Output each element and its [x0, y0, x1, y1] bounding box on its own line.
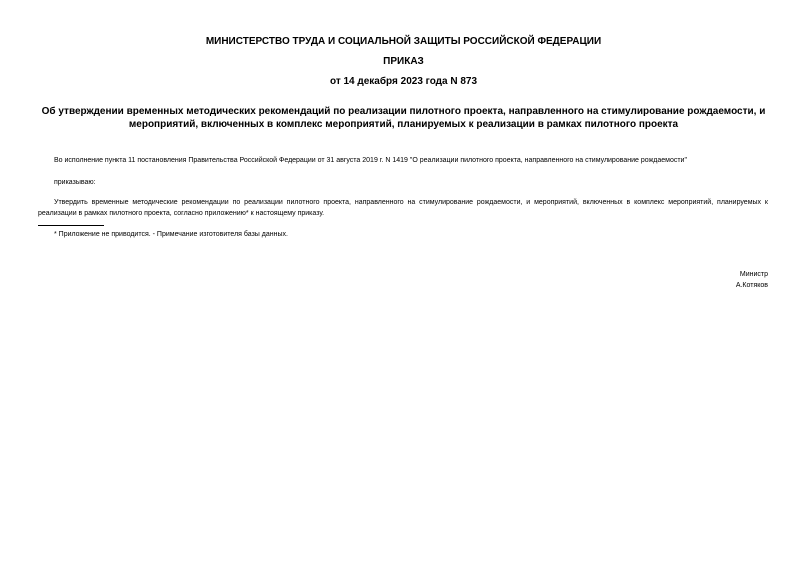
- footnote-text: * Приложение не приводится. - Примечание изготовителя базы данных.: [54, 231, 288, 238]
- signature-position: Министр: [739, 271, 768, 278]
- basis-paragraph: Во исполнение пункта 11 постановления Правительства Российской Федерации от 31 августа 2019 г. N 1419 "О реализации пилотного проекта, направленного на стимулирование рождаемости": [54, 157, 687, 164]
- order-word-paragraph: приказываю:: [54, 179, 96, 186]
- approve-paragraph: Утвердить временные методические рекомендации по реализации пилотного проекта, направленного на стимулирование рождаемости, и мероприятий, включенных в комплекс мероприятий, планируемых к реализации в рамках пилотного проекта, согласно приложению* к настоящему приказу.: [38, 199, 768, 217]
- ministry-heading: МИНИСТЕРСТВО ТРУДА И СОЦИАЛЬНОЙ ЗАЩИТЫ РОССИЙСКОЙ ФЕДЕРАЦИИ: [205, 36, 602, 47]
- footnote-divider: [38, 225, 104, 226]
- document-type-heading: ПРИКАЗ: [383, 56, 424, 67]
- document-subject-title: Об утверждении временных методических рекомендаций по реализации пилотного проекта, направленного на стимулирование рождаемости, и мероприятий, включенных в комплекс мероприятий, планируемых к реализации в рамках пилотного проекта: [41, 106, 766, 130]
- document-date-number: от 14 декабря 2023 года N 873: [329, 76, 478, 87]
- signature-name: А.Котяков: [735, 282, 768, 289]
